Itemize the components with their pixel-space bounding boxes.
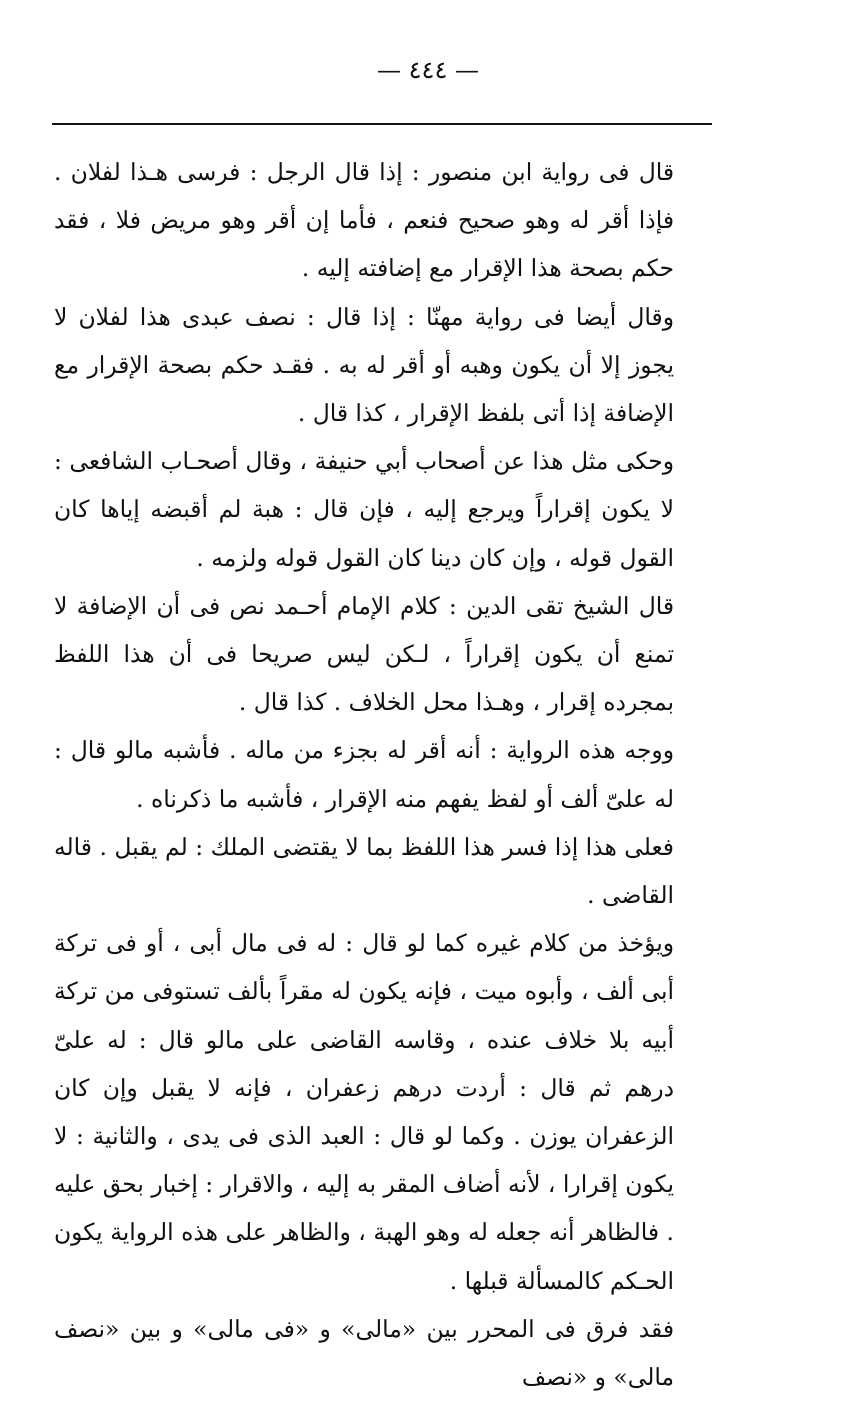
paragraph: قال الشيخ تقى الدين : كلام الإمام أحـمد نص فى أن الإضافة لا تمنع أن يكون إقراراً ، لـكن ليس صريحا فى أن هذا اللفظ بمجرده إقرار ، وهـذا محل الخلاف . كذا قال .: [54, 591, 674, 717]
paragraph: ووجه هذه الرواية : أنه أقر له بجزء من ماله . فأشبه مالو قال : له علىّ ألف أو لفظ يفهم منه الإقرار ، فأشبه ما ذكرناه .: [54, 736, 674, 813]
paragraph: وقال أيضا فى رواية مهنّا : إذا قال : نصف عبدى هذا لفلان لا يجوز إلا أن يكون وهبه أو أقر له به . فقـد حكم بصحة الإقرار مع الإضافة إذا أتى بلفظ الإقرار ، كذا قال .: [54, 302, 674, 428]
paragraph: فعلى هذا إذا فسر هذا اللفظ بما لا يقتضى الملك : لم يقبل . قاله القاضى .: [54, 832, 674, 910]
paragraph: فقد فرق فى المحرر بين «مالى» و «فى مالى» و بين «نصف مالى» و «نصف: [54, 1314, 674, 1392]
paragraph: ويؤخذ من كلام غيره كما لو قال : له فى مال أبى ، أو فى تركة أبى ألف ، وأبوه ميت ، فإنه يكون له مقراً بألف تستوفى من تركة أبيه بلا خلاف عنده ، وقاسه القاضى على مالو قال : له علىّ درهم ثم قال : أردت درهم زعفران ، فإنه لا يقبل وإن كان الزعفران يوزن . وكما لو قال : العبد الذى فى يدى ، والثانية : لا يكون إقرارا ، لأنه أضاف المقر به إليه ، والاقرار : إخبار بحق عليه . فالظاهر أنه جعله له وهو الهبة ، والظاهر على هذه الرواية يكون الحـكم كالمسألة قبلها .: [54, 929, 674, 1295]
page-number: — ٤٤٤ —: [377, 56, 479, 84]
body-text: [54, 148, 708, 1401]
header-rule: [52, 123, 712, 125]
paragraph: وحكى مثل هذا عن أصحاب أبي حنيفة ، وقال أصحـاب الشافعى : لا يكون إقراراً ويرجع إليه ، فإن قال : هبة لم أقبضه إياها كان القول قوله ، وإن كان دينا كان القول قوله ولزمه .: [54, 447, 674, 572]
paragraph: قال فى رواية ابن منصور : إذا قال الرجل : فرسى هـذا لفلان . فإذا أقر له وهو صحيح فنعم ، فأما إن أقر وهو مريض فلا ، فقد حكم بصحة هذا الإقرار مع إضافته إليه .: [54, 158, 674, 283]
